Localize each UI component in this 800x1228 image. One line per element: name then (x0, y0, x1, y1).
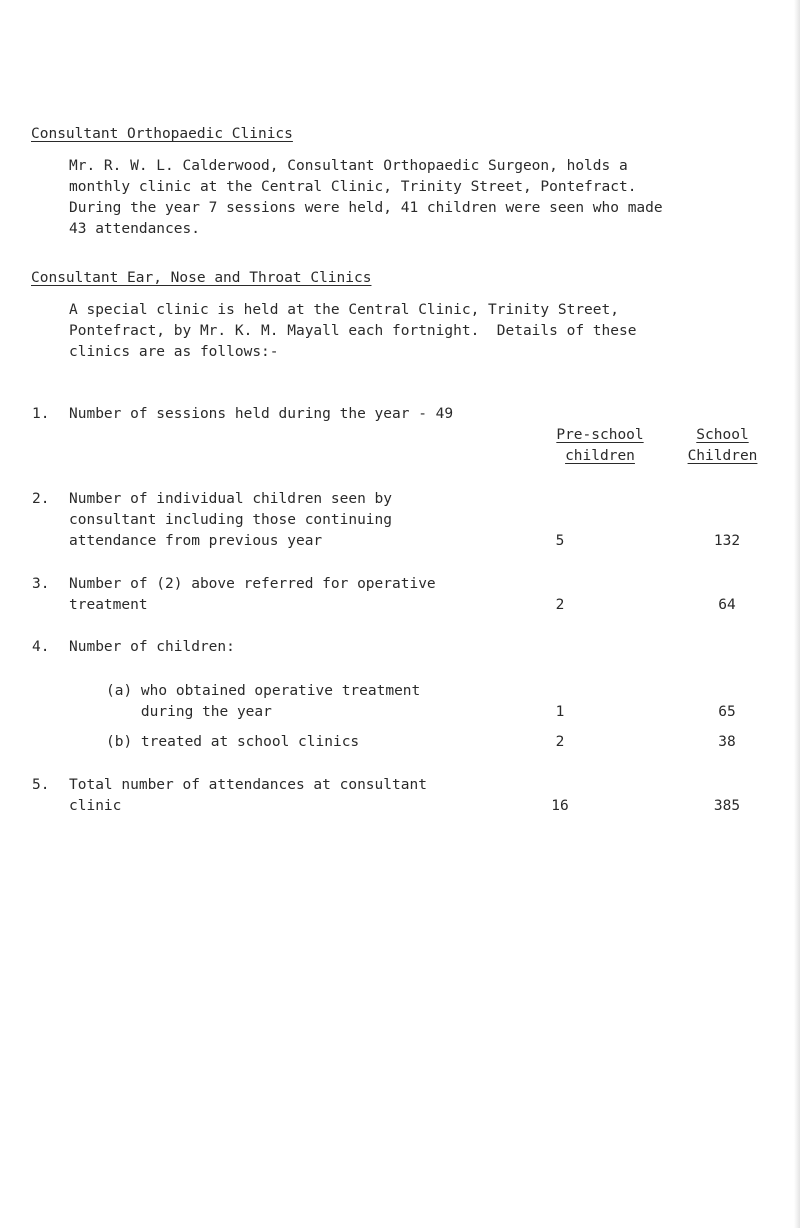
item5-preschool-value: 16 (551, 798, 569, 814)
item3-preschool-value: 2 (555, 597, 565, 613)
para-line: Mr. R. W. L. Calderwood, Consultant Orthopaedic Surgeon, holds a (69, 158, 628, 174)
orthopaedic-paragraph (69, 156, 663, 240)
para-line: clinics are as follows:- (69, 344, 279, 360)
item-number: 5. (32, 777, 50, 793)
page-edge-shadow (794, 0, 800, 1228)
item-number: 2. (32, 491, 50, 507)
para-line: Pontefract, by Mr. K. M. Mayall each fortnight. Details of these (69, 323, 637, 339)
para-line: 43 attendances. (69, 221, 200, 237)
item4a-school-value: 65 (718, 704, 736, 720)
item2-school-value: 132 (713, 533, 741, 549)
item4a-line: during the year (106, 704, 272, 720)
item2-line: Number of individual children seen by (69, 491, 393, 507)
item-number: 4. (32, 639, 50, 655)
item3-line: treatment (69, 597, 148, 613)
item2-preschool-value: 5 (555, 533, 565, 549)
item3-line: Number of (2) above referred for operative (69, 576, 436, 592)
item5-line: clinic (69, 798, 122, 814)
item4b-text: (b) treated at school clinics (106, 734, 360, 750)
para-line: During the year 7 sessions were held, 41 children were seen who made (69, 200, 663, 216)
ent-paragraph (69, 300, 636, 363)
item4a-preschool-value: 1 (555, 704, 565, 720)
ent-heading: Consultant Ear, Nose and Throat Clinics (31, 270, 372, 286)
school-column-heading-line2: Children (687, 448, 758, 464)
item2-line: consultant including those continuing (69, 512, 393, 528)
item5-line: Total number of attendances at consultant (69, 777, 427, 793)
item2-line: attendance from previous year (69, 533, 323, 549)
item4b-school-value: 38 (718, 734, 736, 750)
item3-school-value: 64 (718, 597, 736, 613)
item1-text: Number of sessions held during the year - 49 (69, 406, 454, 422)
para-line: monthly clinic at the Central Clinic, Trinity Street, Pontefract. (69, 179, 637, 195)
item4-text: Number of children: (69, 639, 235, 655)
item-number: 3. (32, 576, 50, 592)
preschool-column-heading-line2: children (565, 448, 635, 464)
para-line: A special clinic is held at the Central Clinic, Trinity Street, (69, 302, 619, 318)
item-number: 1. (32, 406, 50, 422)
school-column-heading-line1: School (696, 427, 749, 443)
orthopaedic-heading: Consultant Orthopaedic Clinics (31, 126, 293, 142)
item4a-line: (a) who obtained operative treatment (106, 683, 421, 699)
item4b-preschool-value: 2 (555, 734, 565, 750)
preschool-column-heading-line1: Pre-school (556, 427, 644, 443)
item5-school-value: 385 (713, 798, 741, 814)
